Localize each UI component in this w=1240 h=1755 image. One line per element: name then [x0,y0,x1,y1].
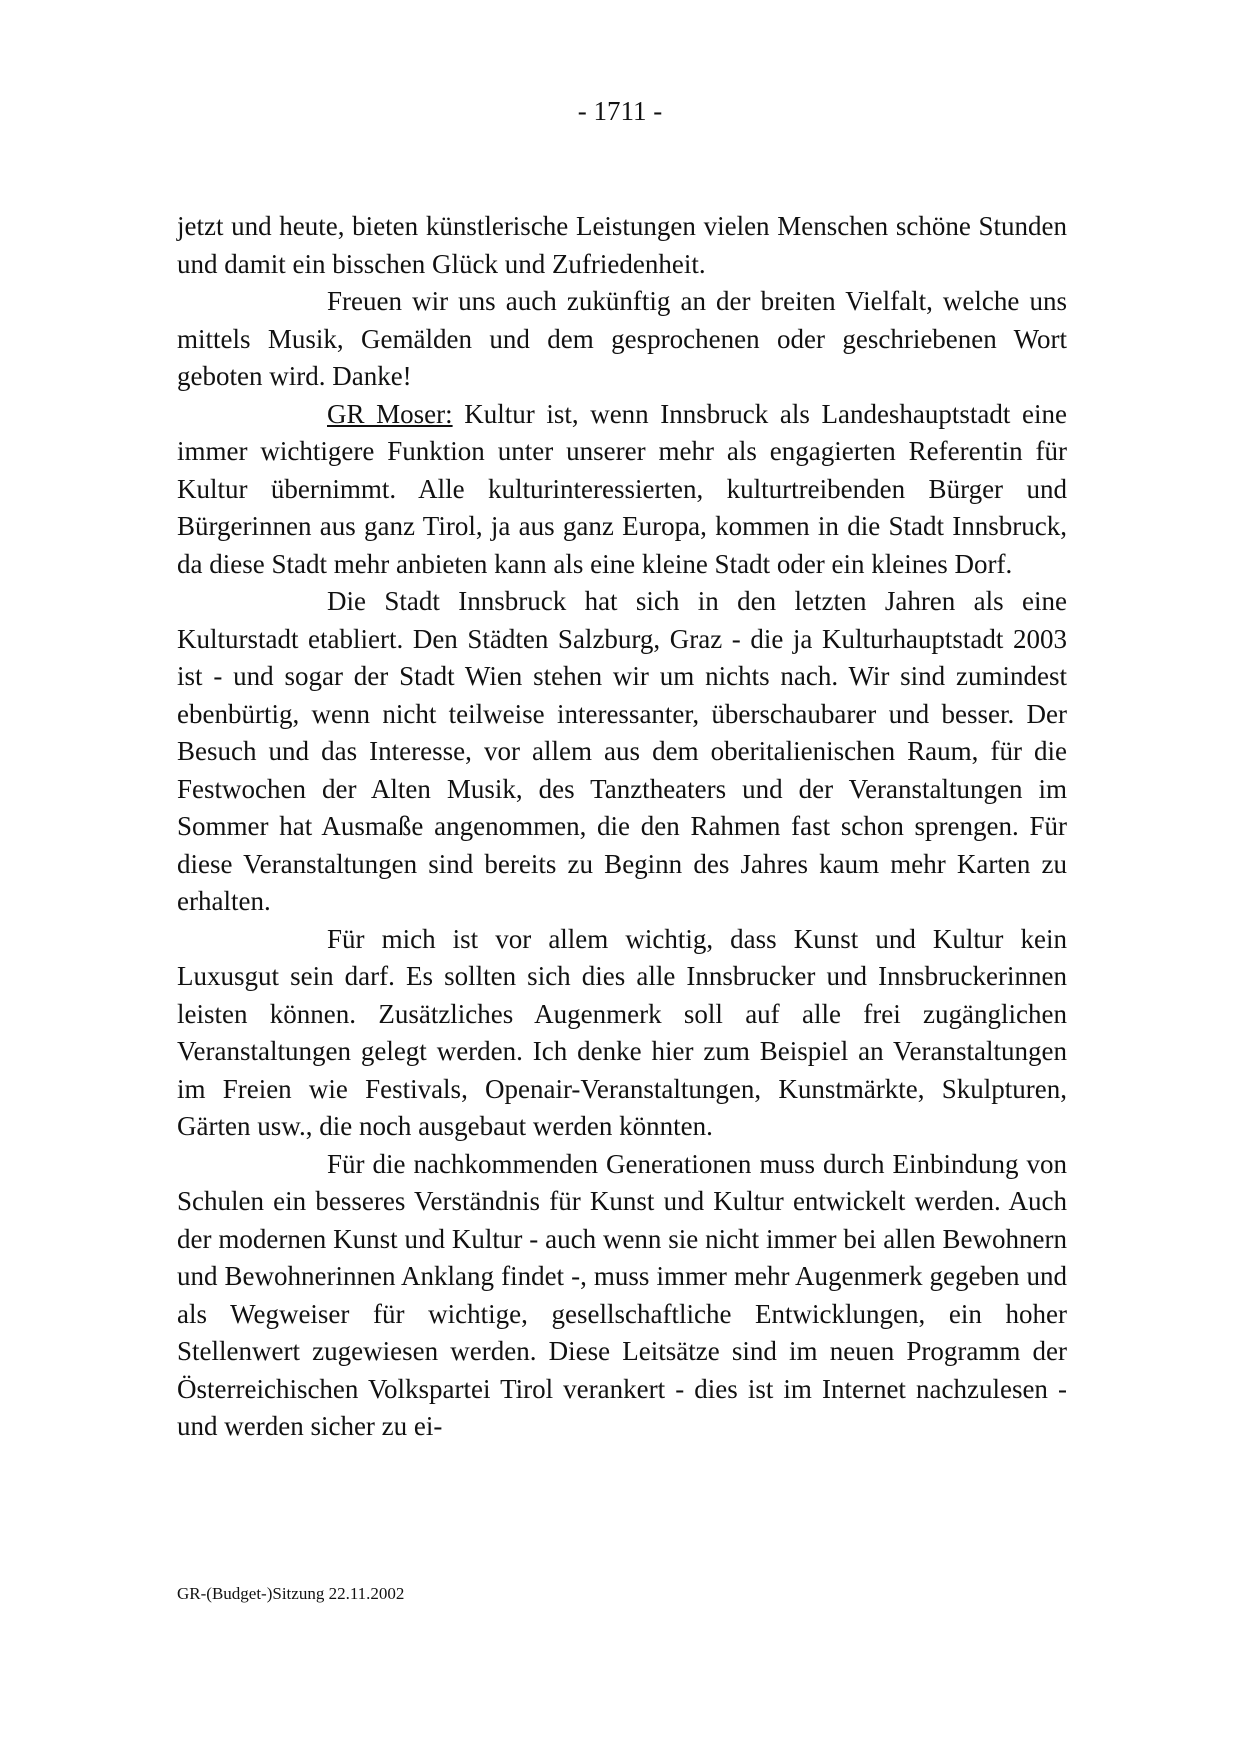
page-number: - 1711 - [577,96,663,126]
paragraph-1: jetzt und heute, bieten künstlerische Leistungen vielen Menschen schöne Stunden und damit ein bisschen Glück und Zufriedenheit. [177,211,1067,279]
paragraph-6: Für die nachkommenden Generationen muss durch Einbindung von Schulen ein besseres Verständnis für Kunst und Kultur entwickelt werden. Auch der modernen Kunst und Kultur - auch wenn sie nicht immer bei allen Bewohnern und Bewohnerinnen Anklang findet -, muss immer mehr Augenmerk gegeben und als Wegweiser für wichtige, gesellschaftliche Entwicklungen, ein hoher Stellenwert zugewiesen werden. Diese Leitsätze sind im neuen Programm der Österreichischen Volkspartei Tirol verankert - dies ist im Internet nachzulesen - und werden sicher zu ei- [177,1148,1067,1441]
paragraph-5: Für mich ist vor allem wichtig, dass Kunst und Kultur kein Luxusgut sein darf. Es sollten sich dies alle Innsbrucker und Innsbruckerinnen leisten können. Zusätzliches Augenmerk soll auf alle frei zugänglichen Veranstaltungen gelegt werden. Ich denke hier zum Beispiel an Veranstaltungen im Freien wie Festivals, Openair-Veranstaltungen, Kunstmärkte, Skulpturen, Gärten usw., die noch ausgebaut werden könnten. [177,923,1067,1141]
footer-session-info: GR-(Budget-)Sitzung 22.11.2002 [177,1584,405,1603]
paragraph-4: Die Stadt Innsbruck hat sich in den letzten Jahren als eine Kulturstadt etabliert. Den Städten Salzburg, Graz - die ja Kulturhauptstadt 2003 ist - und sogar der Stadt Wien stehen wir um nichts nach. Wir sind zumindest ebenbürtig, wenn nicht teilweise interessanter, überschaubarer und besser. Der Besuch und das Interesse, vor allem aus dem oberitalienischen Raum, für die Festwochen der Alten Musik, des Tanztheaters und der Veranstaltungen im Sommer hat Ausmaße angenommen, die den Rahmen fast schon sprengen. Für diese Veranstaltungen sind bereits zu Beginn des Jahres kaum mehr Karten zu erhalten. [177,586,1067,916]
paragraph-3-text: Kultur ist, wenn Innsbruck als Landeshauptstadt eine immer wichtigere Funktion unter unserer mehr als engagierten Referentin für Kultur übernimmt. Alle kulturinteressierten, kulturtreibenden Bürger und Bürgerinnen aus ganz Tirol, ja aus ganz Europa, kommen in die Stadt Innsbruck, da diese Stadt mehr anbieten kann als eine kleine Stadt oder ein kleines Dorf. [177,398,1067,579]
speaker-name: GR Moser: [327,398,453,429]
paragraph-3 [177,396,1067,584]
paragraph-2: Freuen wir uns auch zukünftig an der breiten Vielfalt, welche uns mittels Musik, Gemälden und dem gesprochenen oder geschriebenen Wort geboten wird. Danke! [177,286,1067,391]
body-text [177,208,1067,1446]
